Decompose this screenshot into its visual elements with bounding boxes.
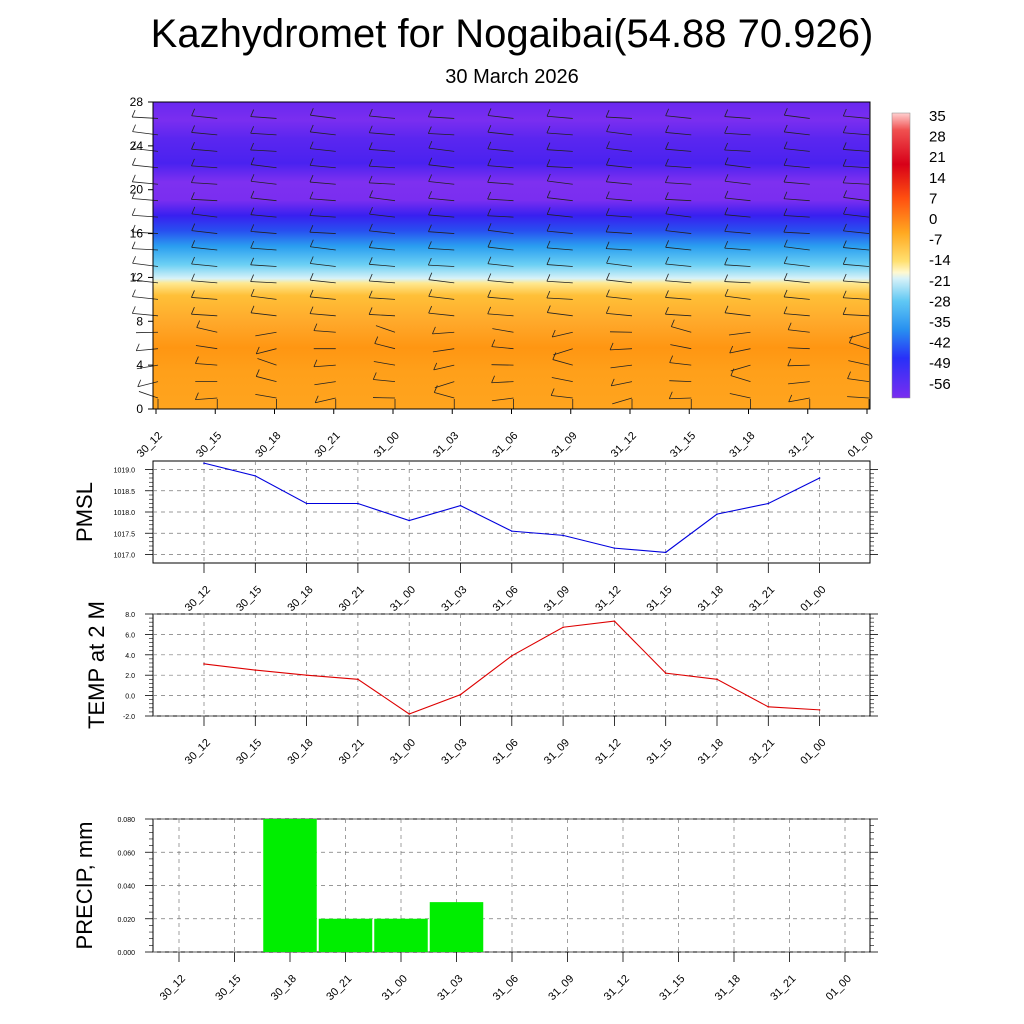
heatmap-y-tick-label: 4 xyxy=(136,358,143,373)
x-tick-label: 30_21 xyxy=(336,736,367,767)
colorbar-label: -7 xyxy=(929,231,943,249)
series-point xyxy=(408,713,410,715)
series-point xyxy=(819,477,821,479)
heatmap-x-tick-label: 31_15 xyxy=(668,429,699,460)
x-tick-label: 31_21 xyxy=(768,972,799,1003)
x-tick-label: 01_00 xyxy=(798,736,829,767)
heatmap-y-tick-label: 8 xyxy=(136,314,143,329)
series-point xyxy=(408,520,410,522)
series-point xyxy=(562,535,564,537)
x-tick-label: 31_18 xyxy=(695,736,726,767)
colorbar-label: -49 xyxy=(929,355,951,373)
x-tick-label: 30_12 xyxy=(182,736,213,767)
x-tick-label: 01_00 xyxy=(798,583,829,614)
heatmap-x-tick-label: 30_18 xyxy=(253,429,284,460)
wind-barb-flag xyxy=(136,344,139,351)
precip-bar xyxy=(319,919,373,952)
wind-barb-flag xyxy=(132,306,135,313)
temperature-field xyxy=(153,102,870,409)
x-tick-label: 30_21 xyxy=(336,583,367,614)
colorbar-label: 21 xyxy=(929,149,946,167)
heatmap-y-tick-label: 28 xyxy=(129,95,143,109)
heatmap-y-tick-label: 20 xyxy=(129,182,143,197)
colorbar-label: 7 xyxy=(929,190,938,208)
heatmap-x-tick-label: 31_00 xyxy=(371,429,402,460)
x-tick-label: 31_15 xyxy=(644,583,675,614)
x-tick-label: 31_21 xyxy=(747,583,778,614)
wind-barb-flag xyxy=(132,242,135,249)
series-point xyxy=(562,626,564,628)
y-tick-label: 8.0 xyxy=(125,612,135,619)
y-tick-label: 0.000 xyxy=(117,950,135,957)
x-tick-label: 30_15 xyxy=(234,736,265,767)
y-tick-label: 1017.5 xyxy=(113,531,135,539)
wind-barb-flag xyxy=(132,110,135,117)
x-tick-label: 31_15 xyxy=(644,736,675,767)
series-point xyxy=(306,674,308,676)
series-point xyxy=(819,709,821,711)
x-tick-label: 31_06 xyxy=(490,972,521,1003)
series-point xyxy=(768,503,770,505)
x-tick-label: 31_09 xyxy=(541,583,573,614)
colorbar-label: -42 xyxy=(929,334,951,352)
colorbar-label: 0 xyxy=(929,211,938,228)
colorbar-label: 28 xyxy=(929,128,946,146)
colorbar-label: -28 xyxy=(929,293,951,311)
y-tick-label: -2.0 xyxy=(122,714,135,721)
series-point xyxy=(665,672,667,674)
chart-subtitle: 30 March 2026 xyxy=(445,66,579,88)
precip-panel xyxy=(72,817,878,1003)
x-tick-label: 31_03 xyxy=(435,972,466,1003)
precip-bar xyxy=(263,819,317,952)
heatmap-x-axis xyxy=(135,409,876,460)
series-point xyxy=(357,678,359,680)
heatmap-x-tick-label: 30_12 xyxy=(134,429,165,460)
x-tick-label: 31_21 xyxy=(747,736,778,767)
heatmap-x-tick-label: 31_06 xyxy=(490,429,521,460)
y-axis-label: PMSL xyxy=(72,482,97,542)
y-tick-label: 0.040 xyxy=(117,883,135,891)
chart-title: Kazhydromet for Nogaibai(54.88 70.926) xyxy=(150,12,874,56)
colorbar-label: -14 xyxy=(929,252,951,270)
heatmap-y-tick-label: 24 xyxy=(129,138,143,153)
x-tick-label: 30_15 xyxy=(213,972,244,1003)
heatmap-x-tick-label: 31_03 xyxy=(431,429,462,460)
heatmap-y-tick-label: 0 xyxy=(136,402,143,416)
series-point xyxy=(716,678,718,680)
heatmap-x-tick-label: 30_15 xyxy=(194,429,225,460)
y-axis-label: TEMP at 2 M xyxy=(84,601,109,729)
x-tick-label: 31_18 xyxy=(695,583,726,614)
series-point xyxy=(614,620,616,622)
heatmap-y-tick-label: 16 xyxy=(129,226,143,241)
x-tick-label: 30_18 xyxy=(285,736,316,767)
wind-barb-flag xyxy=(133,125,136,132)
y-tick-label: 2.0 xyxy=(125,673,135,681)
pmsl-panel xyxy=(72,461,878,614)
y-tick-label: 4.0 xyxy=(125,652,135,660)
heatmap-y-tick-label: 12 xyxy=(129,270,143,285)
heatmap-x-tick-label: 31_21 xyxy=(786,429,817,460)
precip-bar xyxy=(430,902,484,952)
wind-barb-flag xyxy=(132,175,135,182)
series-point xyxy=(768,706,770,708)
series-point xyxy=(357,503,359,505)
y-tick-label: 6.0 xyxy=(125,632,135,640)
series-point xyxy=(203,462,205,464)
x-tick-label: 31_12 xyxy=(593,583,624,614)
y-tick-label: 1018.0 xyxy=(113,510,135,517)
x-tick-label: 31_00 xyxy=(388,736,419,767)
x-tick-label: 30_12 xyxy=(157,972,188,1003)
x-tick-label: 30_21 xyxy=(324,972,355,1003)
temp-panel xyxy=(84,601,878,767)
heatmap-x-tick-label: 31_09 xyxy=(549,429,580,460)
y-tick-label: 0.060 xyxy=(117,850,135,858)
x-tick-label: 31_09 xyxy=(546,972,577,1003)
series-point xyxy=(255,669,257,671)
heatmap-x-tick-label: 31_18 xyxy=(727,429,758,460)
series-point xyxy=(614,547,616,549)
x-tick-label: 01_00 xyxy=(823,972,854,1003)
x-tick-label: 31_12 xyxy=(593,736,624,767)
x-tick-label: 31_00 xyxy=(388,583,419,614)
wind-barb-flag xyxy=(133,256,136,263)
x-tick-label: 30_18 xyxy=(268,972,299,1003)
x-tick-label: 30_15 xyxy=(234,583,265,614)
heatmap-x-tick-label: 01_00 xyxy=(845,429,876,460)
y-tick-label: 0.080 xyxy=(117,817,135,824)
series-point xyxy=(203,663,205,665)
series-point xyxy=(511,530,513,532)
precip-bar xyxy=(374,919,428,952)
y-tick-label: 1017.0 xyxy=(113,552,135,560)
colorbar xyxy=(892,108,951,398)
x-tick-label: 31_00 xyxy=(379,972,410,1003)
series-point xyxy=(306,503,308,505)
x-tick-label: 31_15 xyxy=(657,972,688,1003)
colorbar-label: 14 xyxy=(929,169,946,187)
colorbar-label: -56 xyxy=(929,375,951,393)
x-tick-label: 30_12 xyxy=(182,583,213,614)
x-tick-label: 31_06 xyxy=(490,583,521,614)
x-tick-label: 30_18 xyxy=(285,583,316,614)
series-point xyxy=(716,513,718,515)
x-tick-label: 31_12 xyxy=(601,972,632,1003)
series-point xyxy=(460,694,462,696)
y-tick-label: 1019.0 xyxy=(113,467,135,475)
colorbar-labels xyxy=(929,108,951,393)
y-tick-label: 1018.5 xyxy=(113,488,135,496)
wind-barb-flag xyxy=(132,208,135,215)
colorbar-label: -35 xyxy=(929,314,951,331)
wind-barb-flag xyxy=(132,290,135,297)
series-point xyxy=(255,475,257,477)
heatmap-y-axis xyxy=(130,95,153,416)
heatmap-x-tick-label: 30_21 xyxy=(312,429,343,460)
temperature-cross-section xyxy=(130,95,876,460)
colorbar-gradient xyxy=(892,113,910,398)
colorbar-label: -21 xyxy=(929,272,951,290)
x-tick-label: 31_06 xyxy=(490,736,521,767)
x-tick-label: 31_18 xyxy=(712,972,743,1003)
y-tick-label: 0.0 xyxy=(125,693,135,701)
x-tick-label: 31_09 xyxy=(541,736,573,767)
x-tick-label: 31_03 xyxy=(439,736,470,767)
colorbar-label: 35 xyxy=(929,108,946,125)
series-point xyxy=(511,655,513,657)
series-point xyxy=(460,505,462,507)
y-tick-label: 0.020 xyxy=(117,916,135,924)
x-tick-label: 31_03 xyxy=(439,583,470,614)
heatmap-x-tick-label: 31_12 xyxy=(608,429,639,460)
wind-barb-flag xyxy=(132,158,135,165)
y-axis-label: PRECIP, mm xyxy=(72,821,97,950)
series-point xyxy=(665,552,667,554)
